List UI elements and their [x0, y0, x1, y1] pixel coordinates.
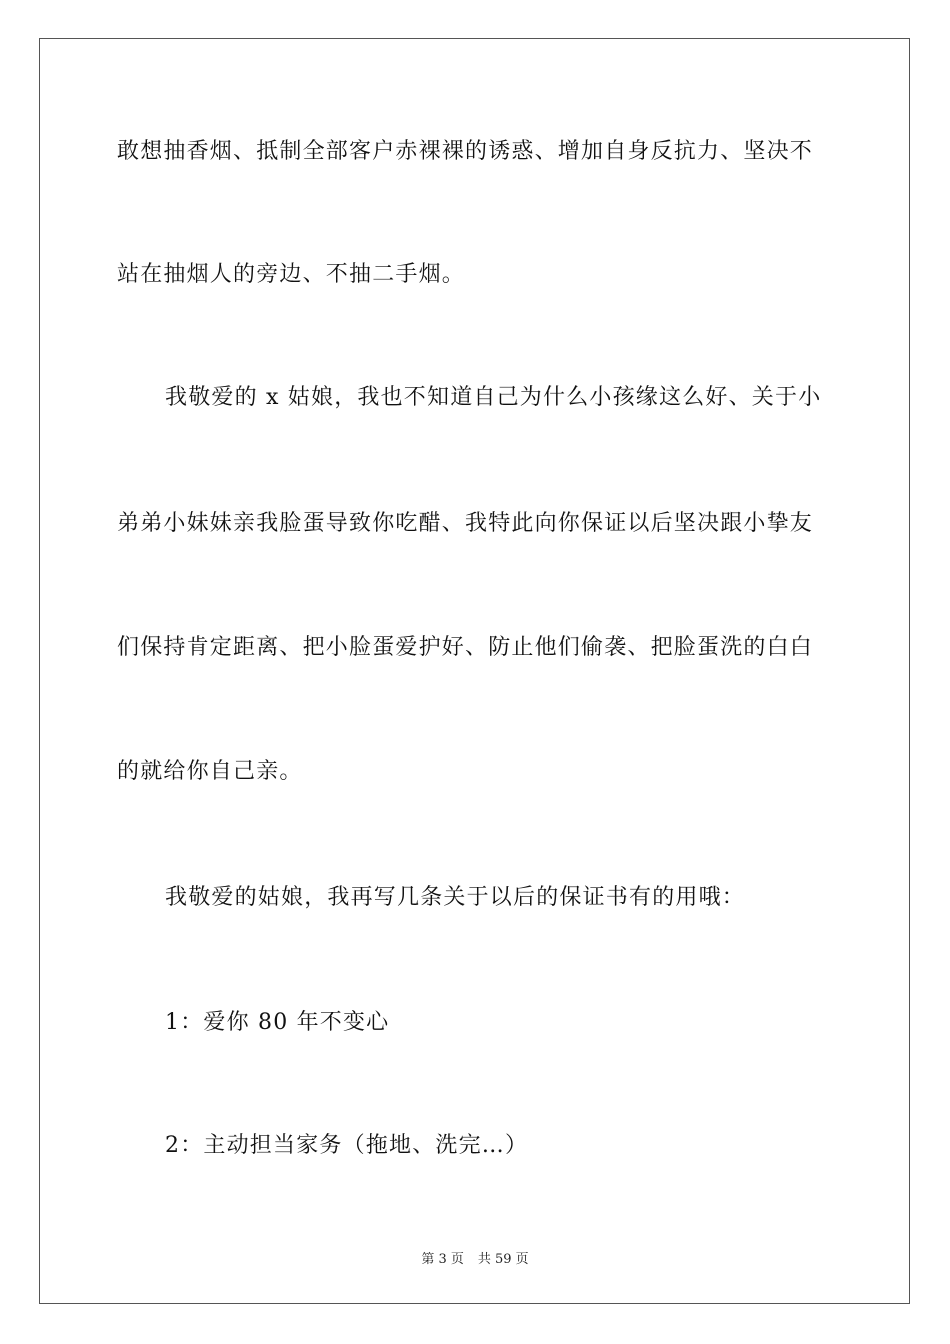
body-line-5: 们保持肯定距离、把小脸蛋爱护好、防止他们偷袭、把脸蛋洗的白白 [117, 635, 814, 660]
body-line-4: 弟弟小妹妹亲我脸蛋导致你吃醋、我特此向你保证以后坚决跟小挚友 [117, 511, 814, 536]
body-line-2: 站在抽烟人的旁边、不抽二手烟。 [117, 262, 466, 287]
body-line-3: 我敬爱的 x 姑娘，我也不知道自己为什么小孩缘这么好、关于小 [165, 385, 822, 410]
list-item-2: 2：主动担当家务（拖地、洗完…） [165, 1133, 529, 1158]
page-total: 共 59 页 [477, 1252, 529, 1267]
page-footer [0, 1248, 950, 1267]
page-number: 第 3 页 [421, 1252, 464, 1267]
body-line-6: 的就给你自己亲。 [117, 759, 303, 784]
page-border [39, 38, 910, 1304]
body-line-7: 我敬爱的姑娘，我再写几条关于以后的保证书有的用哦： [165, 885, 746, 910]
body-line-1: 敢想抽香烟、抵制全部客户赤裸裸的诱惑、增加自身反抗力、坚决不 [117, 139, 814, 164]
list-item-1: 1：爱你 80 年不变心 [165, 1010, 390, 1035]
